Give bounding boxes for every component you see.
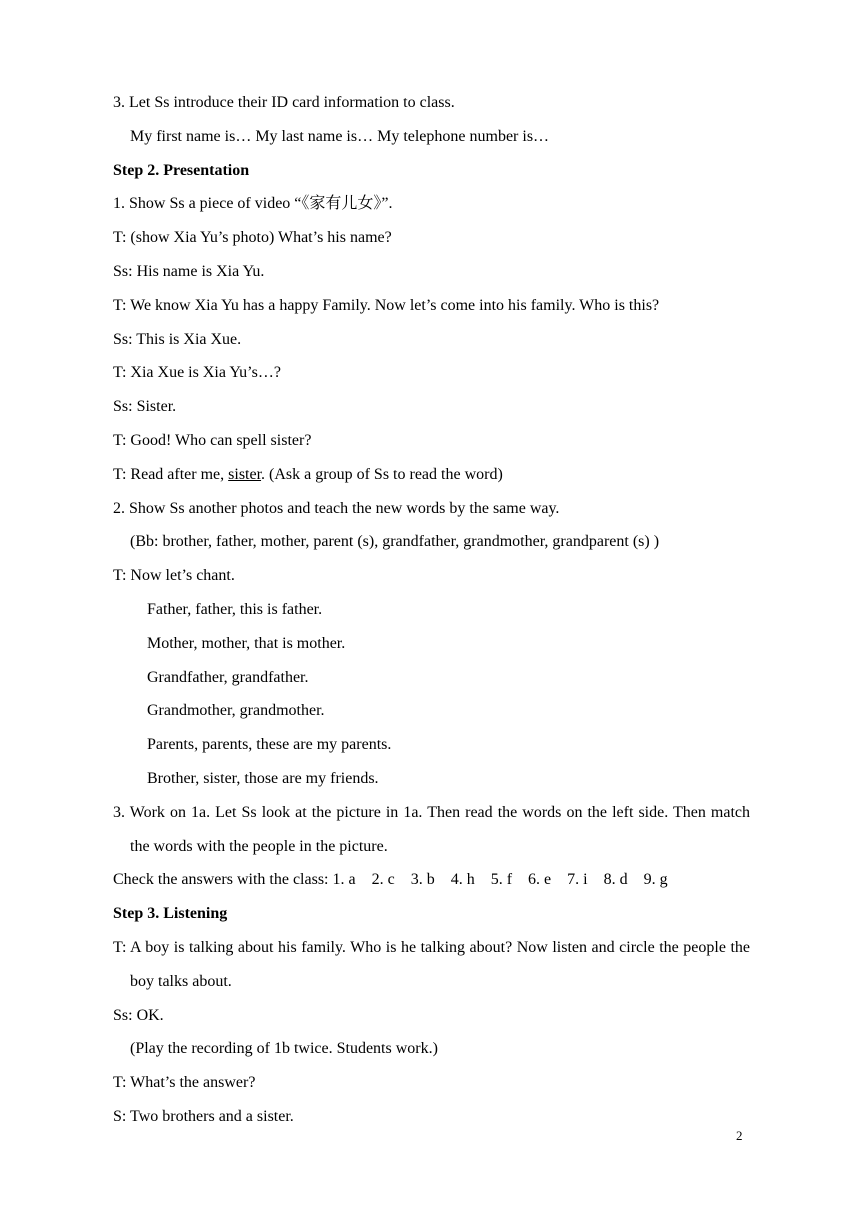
section-heading: Step 3. Listening [113,905,228,923]
paragraph: Check the answers with the class: 1. a 2. c 3. b 4. h 5. f 6. e 7. i 8. d 9. g [113,871,668,889]
chant-line: Mother, mother, that is mother. [147,634,346,652]
section-heading: Step 2. Presentation [113,161,250,179]
dialogue-line: Ss: OK. [113,1006,164,1024]
text-run: T: Read after me, [113,465,229,483]
dialogue-line: Ss: Sister. [113,398,177,416]
chant-line: Grandmother, grandmother. [147,702,325,720]
chant-line: Grandfather, grandfather. [147,668,309,686]
document-body [113,86,750,1134]
dialogue-line: Ss: His name is Xia Yu. [113,262,265,280]
chant-line: Brother, sister, those are my friends. [147,769,379,787]
paragraph: 3. Let Ss introduce their ID card information to class. [113,94,455,111]
dialogue-line: Ss: This is Xia Xue. [113,330,242,348]
dialogue-line: T: We know Xia Yu has a happy Family. Now let’s come into his family. Who is this? [113,296,660,314]
dialogue-line: T: (show Xia Yu’s photo) What’s his name? [113,229,392,247]
paragraph: 2. Show Ss another photos and teach the new words by the same way. [113,499,560,517]
chant-line: Parents, parents, these are my parents. [147,736,392,754]
dialogue-line: T: Good! Who can spell sister? [113,431,312,449]
paragraph: (Bb: brother, father, mother, parent (s), grandfather, grandmother, grandparent (s) ) [130,533,660,551]
dialogue-line: T: Xia Xue is Xia Yu’s…? [113,364,281,382]
paragraph: 1. Show Ss a piece of video “《家有儿女》”. [113,195,393,213]
paragraph: (Play the recording of 1b twice. Students work.) [130,1040,438,1058]
dialogue-line: T: What’s the answer? [113,1074,256,1092]
underlined-word: sister [228,465,262,483]
chant-line: Father, father, this is father. [147,600,323,618]
page-number: 2 [736,1128,743,1143]
dialogue-line: S: Two brothers and a sister. [113,1107,294,1125]
dialogue-line [113,458,750,492]
text-run: . (Ask a group of Ss to read the word) [261,465,503,483]
paragraph: 3. Work on 1a. Let Ss look at the picture in 1a. Then read the words on the left side. Then match the words with the people in the picture. [113,803,750,855]
dialogue-line: T: A boy is talking about his family. Who is he talking about? Now listen and circle the people the boy talks about. [113,938,750,990]
dialogue-line: T: Now let’s chant. [113,567,235,585]
paragraph: My first name is… My last name is… My telephone number is… [130,127,550,145]
